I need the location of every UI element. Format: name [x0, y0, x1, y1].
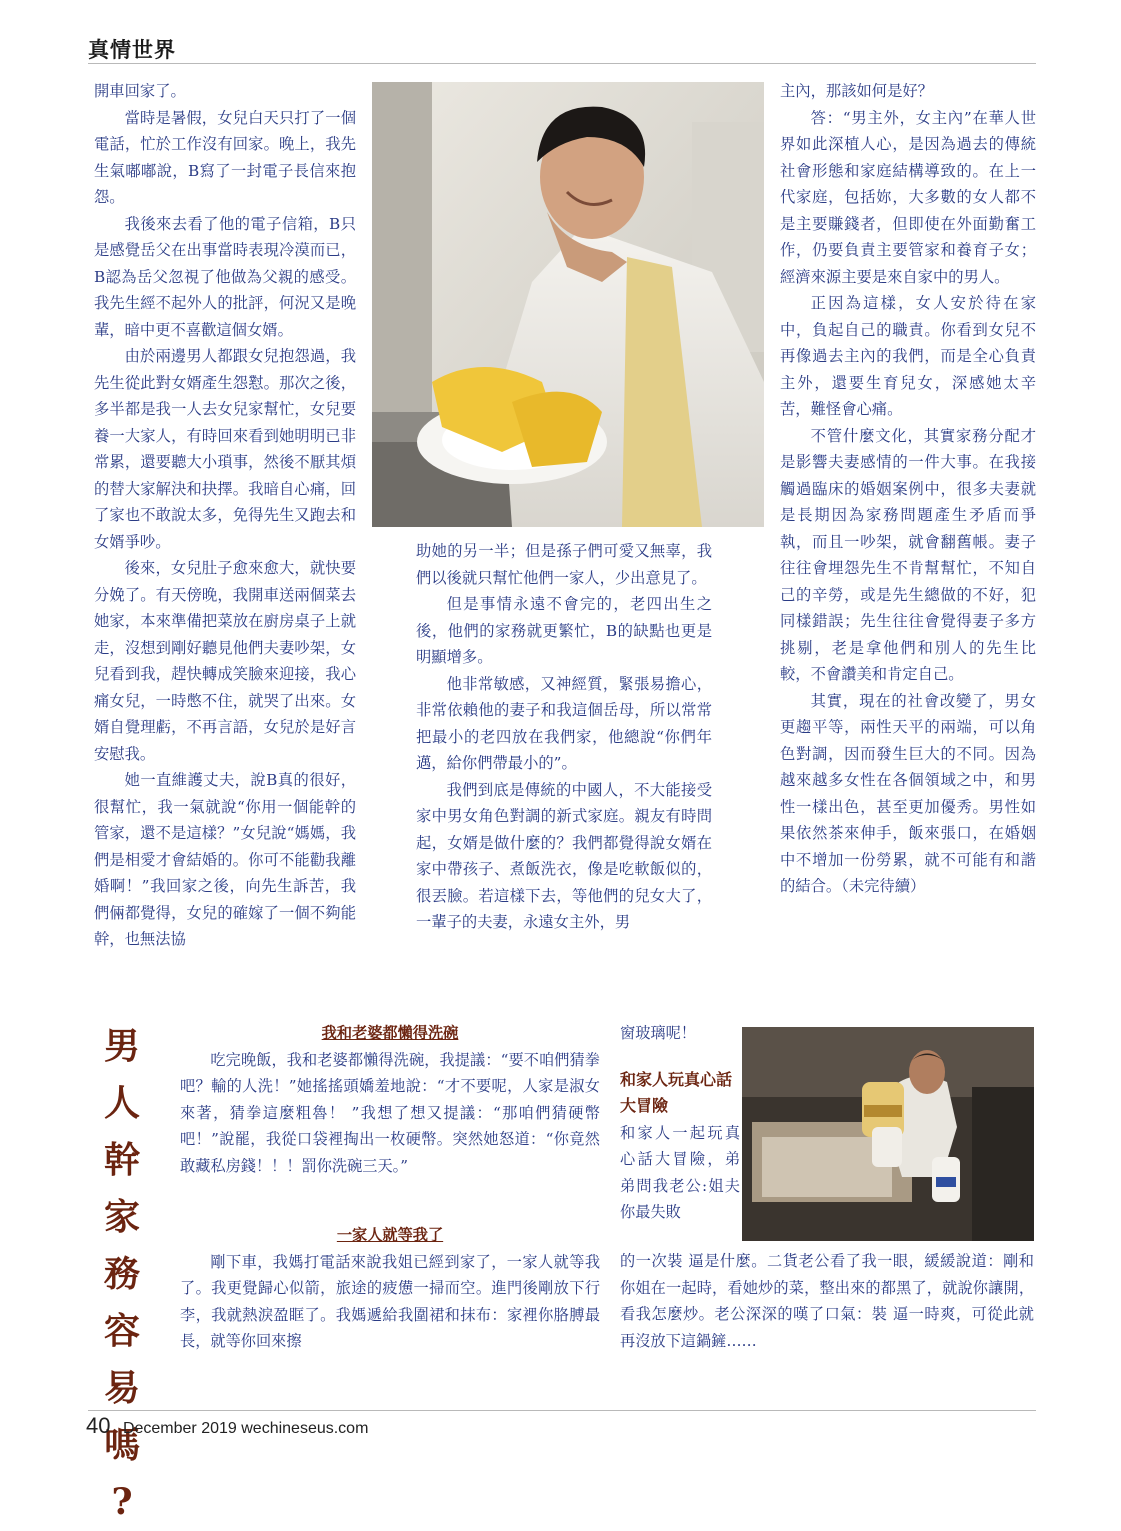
- paragraph: 她一直維護丈夫，說B真的很好，很幫忙，我一氣就說“你用一個能幹的管家，還不是這樣？”女兒說“媽媽，我們是相愛才會結婚的。你可不能勸我離婚啊！”我回家之後，向先生訴苦，我們倆都覺得，女兒的確嫁了一個不夠能幹，也無法協: [94, 771, 356, 948]
- paragraph: 由於兩邊男人都跟女兒抱怨過，我先生從此對女婿產生怨懟。那次之後，多半都是我一人去女兒家幫忙，女兒要養一大家人，有時回來看到她明明已非常累，還要聽大小瑣事，然後不厭其煩的替大家解決和抉擇。我暗自心痛，回了家也不敢說太多，免得先生又跑去和女婿爭吵。: [94, 347, 356, 551]
- article-column-3: [780, 78, 1036, 900]
- paragraph: 助她的另一半；但是孫子們可愛又無辜，我們以後就只幫忙他們一家人，少出意見了。: [416, 542, 712, 587]
- man-carrying-milk-photo: [742, 1027, 1034, 1241]
- paragraph: 他非常敏感，又神經質，緊張易擔心，非常依賴他的妻子和我這個岳母，所以常常把最小的老四放在我們家，他總說“你們年邁，給你們帶最小的”。: [416, 674, 712, 772]
- title-char: 易: [103, 1367, 140, 1409]
- story-continuation: 窗玻璃呢！: [620, 1024, 696, 1042]
- story-body: 吃完晚飯，我和老婆都懶得洗碗，我提議：“要不咱們猜拳吧？輸的人洗！”她搖搖頭嬌羞地說：“才不要呢，人家是淑女來著，猜拳這麼粗魯！ ”我想了想又提議：“那咱們猜硬幣吧！”說罷，我從口袋裡掏出一枚硬幣。突然她怒道：“你竟然敢藏私房錢！！！罰你洗碗三天。”: [180, 1050, 600, 1175]
- title-char: 人: [103, 1082, 140, 1124]
- story-title: 和家人玩真心話大冒險: [620, 1069, 733, 1115]
- dishwashing-man-photo: [372, 82, 764, 527]
- sidebar-vertical-title: [94, 1018, 150, 1531]
- story-body: 的一次裝 逼是什麼。二貨老公看了我一眼，緩緩說道：剛和你姐在一起時，看她炒的菜，整出來的都黑了，就說你讓開，看我怎麼炒。老公深深的嘆了口氣：裝 逼一時爽，可從此就再沒放下這鍋鏟……: [620, 1252, 1034, 1350]
- article-column-1: [94, 78, 356, 953]
- title-char: 家: [103, 1196, 140, 1238]
- website: wechineseus.com: [241, 1420, 369, 1437]
- joke-story-1: [180, 1020, 600, 1179]
- section-title: 真情世界: [88, 38, 176, 62]
- title-char: 容: [103, 1310, 140, 1352]
- title-char: ?: [111, 1481, 133, 1523]
- paragraph: 當時是暑假，女兒白天只打了一個電話，忙於工作沒有回家。晚上，我先生氣嘟嘟說，B寫了一封電子長信來抱怨。: [94, 108, 356, 206]
- joke-story-3-top: [620, 1020, 740, 1226]
- paragraph: 答：“男主外，女主內”在華人世界如此深植人心，是因為過去的傳統社會形態和家庭結構導致的。在上一代家庭，包括妳，大多數的女人都不是主要賺錢者，但即使在外面勤奮工作，仍要負責主要管家和養育子女；經濟來源主要是來自家中的男人。: [780, 108, 1036, 286]
- paragraph: 但是事情永遠不會完的，老四出生之後，他們的家務就更繁忙，B的缺點也更是明顯增多。: [416, 595, 712, 666]
- issue-date: December 2019: [122, 1420, 237, 1437]
- title-char: 嗎: [103, 1424, 140, 1466]
- paragraph: 不管什麼文化，其實家務分配才是影響夫妻感情的一件大事。在我接觸過臨床的婚姻案例中，很多夫妻就是長期因為家務問題產生矛盾而爭執，而且一吵架，就會翻舊帳。妻子往往會埋怨先生不肯幫幫忙，不知自己的辛勞，或是先生總做的不好，犯同樣錯誤；先生往往會覺得妻子多方挑剔，老是拿他們和別人的先生比較，不會讚美和肯定自己。: [780, 426, 1036, 683]
- paragraph: 開車回家了。: [94, 82, 186, 100]
- paragraph: 我後來去看了他的電子信箱，B只是感覺岳父在出事當時表現冷漠而已，B認為岳父忽視了他做為父親的感受。我先生經不起外人的批評，何況又是晚輩，暗中更不喜歡這個女婿。: [94, 214, 356, 339]
- page-number: 40: [86, 1413, 111, 1438]
- joke-story-3-bottom: [620, 1248, 1034, 1354]
- paragraph: 正因為這樣，女人安於待在家中，負起自己的職責。你看到女兒不再像過去主內的我們，而是全心負責主外，還要生育兒女，深感她太辛苦，難怪會心痛。: [780, 294, 1036, 418]
- footer-divider: [88, 1410, 1036, 1411]
- title-char: 幹: [103, 1139, 140, 1181]
- story-title: 我和老婆都懶得洗碗: [321, 1024, 459, 1042]
- story-title: 一家人就等我了: [336, 1226, 444, 1244]
- paragraph: 主內，那該如何是好？: [780, 82, 933, 100]
- paragraph: 我們到底是傳統的中國人，不大能接受家中男女角色對調的新式家庭。親友有時問起，女婿是做什麼的？我們都覺得說女婿在家中帶孩子、煮飯洗衣，像是吃軟飯似的，很丟臉。若這樣下去，等他們的兒女大了，一輩子的夫妻，永遠女主外，男: [416, 780, 712, 931]
- story-body: 剛下車，我媽打電話來說我姐已經到家了，一家人就等我了。我更覺歸心似箭，旅途的疲憊一掃而空。進門後剛放下行李，我就熱淚盈眶了。我媽遞給我圍裙和抹布：家裡你胳膊最長，就等你回來擦: [180, 1252, 600, 1350]
- paragraph: 其實，現在的社會改變了，男女更趨平等，兩性天平的兩端，可以角色對調，因而發生巨大的不同。因為越來越多女性在各個領域之中，和男性一樣出色，甚至更加優秀。男性如果依然茶來伸手，飯來張口，在婚姻中不增加一份勞累，就不可能有和諧的結合。（未完待續）: [780, 691, 1036, 895]
- page-footer: [86, 1413, 368, 1439]
- title-char: 務: [103, 1253, 140, 1295]
- title-char: 男: [103, 1025, 140, 1067]
- story-body: 和家人一起玩真心話大冒險，弟弟問我老公:姐夫你最失敗: [620, 1123, 740, 1221]
- paragraph: 後來，女兒肚子愈來愈大，就快要分娩了。有天傍晚，我開車送兩個菜去她家，本來準備把菜放在廚房桌子上就走，沒想到剛好聽見他們夫妻吵架，女兒看到我，趕快轉成笑臉來迎接，我心痛女兒，一時憋不住，就哭了出來。女婿自覺理虧，不再言語，女兒於是好言安慰我。: [94, 559, 356, 763]
- header-divider: [88, 63, 1036, 64]
- article-column-2: [416, 538, 712, 936]
- joke-story-2: [180, 1222, 600, 1355]
